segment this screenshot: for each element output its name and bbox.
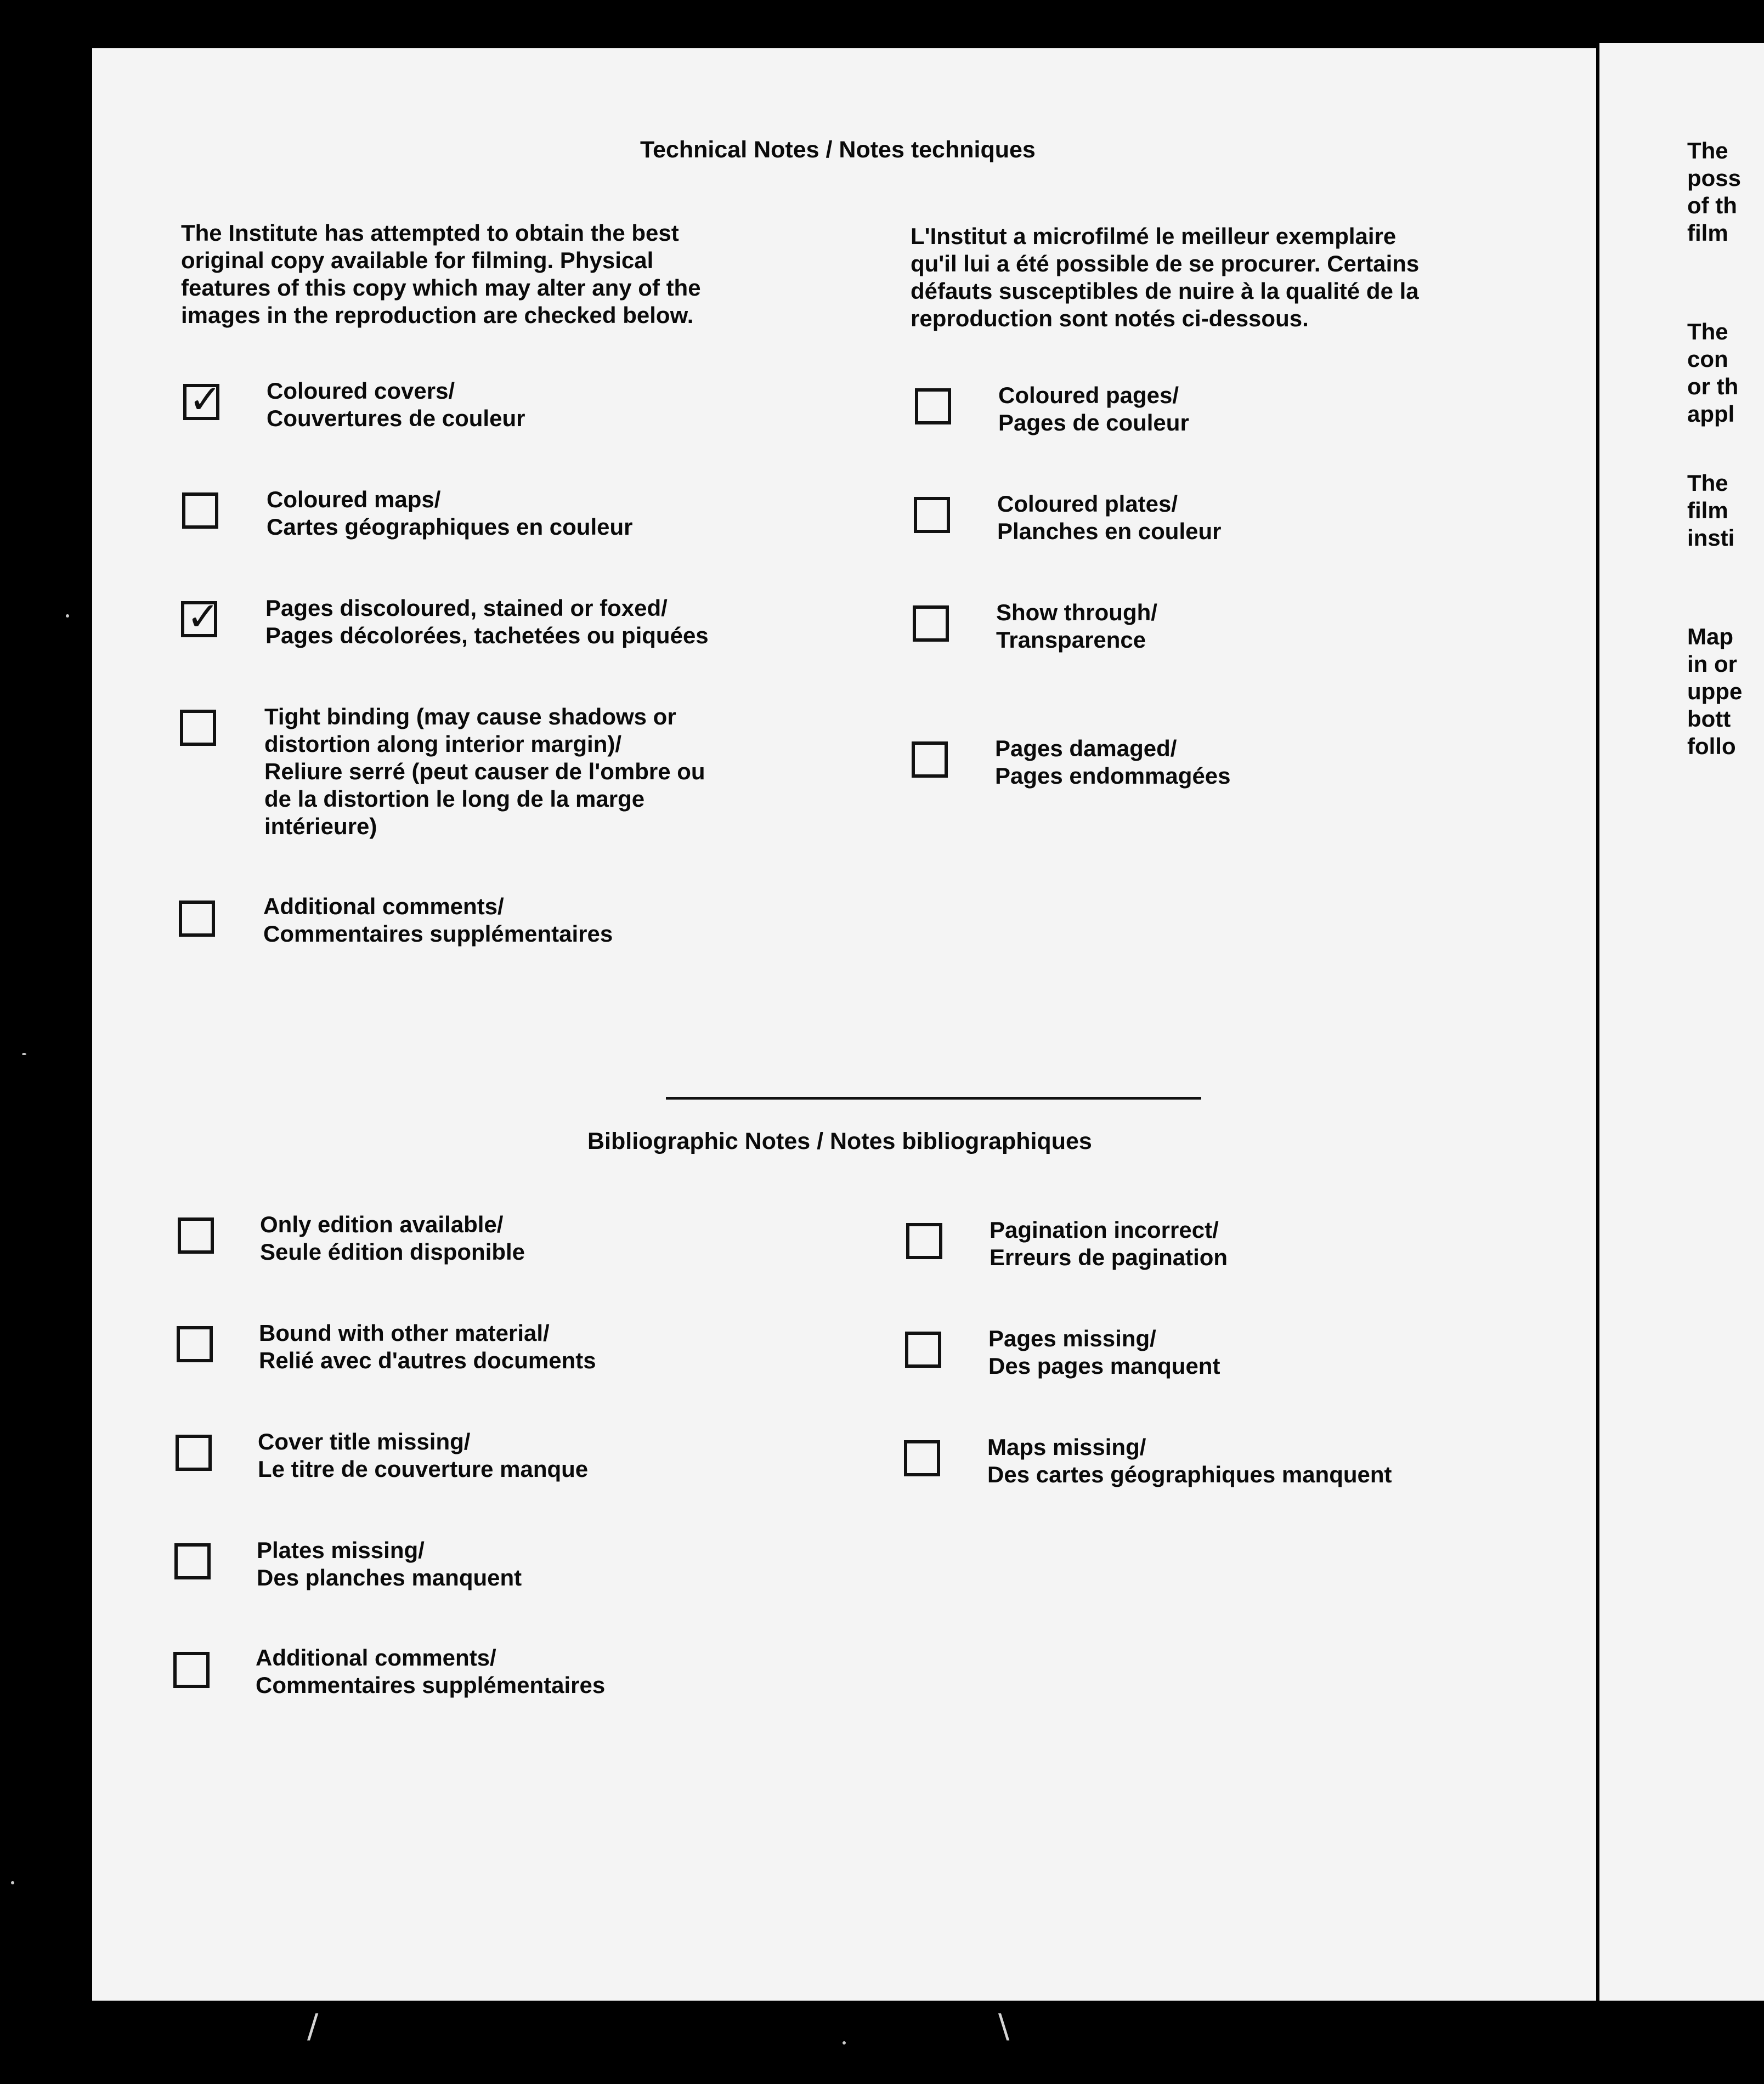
additional-comments-checkbox[interactable] [179, 901, 215, 937]
scan-artifact [11, 1881, 14, 1884]
coloured-plates-checkbox[interactable] [914, 497, 950, 533]
scan-artifact [843, 2041, 846, 2045]
item-label: Commentaires supplémentaires [256, 1672, 606, 1698]
scan-artifact [66, 614, 69, 618]
item-label: Maps missing/ [987, 1434, 1146, 1460]
item-label: Cover title missing/ [258, 1429, 471, 1454]
bound-with-checkbox[interactable] [177, 1326, 213, 1362]
show-through-checkbox[interactable] [913, 605, 949, 642]
item-label: Show through/ [996, 599, 1157, 625]
fragment-text: poss [1687, 165, 1742, 191]
section-divider [666, 1097, 1201, 1100]
item-label: Le titre de couverture manque [258, 1456, 589, 1482]
item-label: Pages endommagées [995, 763, 1231, 789]
scan-artifact [22, 1053, 26, 1055]
checkmark-icon: ✓ [189, 376, 222, 422]
item-label: Pages décolorées, tachetées ou piquées [265, 622, 709, 648]
coloured-pages-checkbox[interactable] [915, 388, 951, 424]
item-label: Transparence [996, 627, 1146, 653]
item-label: Des pages manquent [988, 1353, 1220, 1379]
item-label: Seule édition disponible [260, 1239, 525, 1265]
intro-fr-line-3: défauts susceptibles de nuire à la qualité de la [911, 278, 1419, 304]
coloured-maps-checkbox[interactable] [182, 492, 218, 529]
item-label: Pages discoloured, stained or foxed/ [265, 595, 668, 621]
fragment-text: film [1687, 497, 1728, 523]
fragment-text: insti [1687, 525, 1735, 551]
facing-page-edge [1599, 43, 1764, 2001]
intro-fr-line-1: L'Institut a microfilmé le meilleur exemplaire [911, 223, 1396, 249]
tight-binding-checkbox[interactable] [180, 710, 216, 746]
item-label: Reliure serré (peut causer de l'ombre ou [264, 758, 705, 784]
coloured-covers-checkbox[interactable] [183, 376, 222, 422]
item-label: Additional comments/ [263, 893, 504, 919]
fragment-text: of th [1687, 192, 1737, 218]
intro-fr-line-2: qu'il lui a été possible de se procurer. Certains [911, 251, 1420, 276]
fragment-text: bott [1687, 706, 1731, 732]
item-label: Pages de couleur [998, 410, 1189, 435]
fragment-text: or th [1687, 373, 1739, 399]
item-label: Plates missing/ [257, 1537, 425, 1563]
fragment-text: The [1687, 138, 1728, 163]
item-label: Planches en couleur [997, 518, 1222, 544]
fragment-text: appl [1687, 401, 1735, 427]
item-label: Pagination incorrect/ [990, 1217, 1219, 1243]
scan-artifact: / [307, 2007, 319, 2046]
item-label: Coloured maps/ [267, 486, 441, 512]
item-label: Bound with other material/ [259, 1320, 550, 1346]
intro-fr-line-4: reproduction sont notés ci-dessous. [911, 305, 1309, 331]
fragment-text: film [1687, 220, 1728, 246]
intro-en-line-3: features of this copy which may alter any of the [181, 275, 701, 301]
item-label: intérieure) [264, 813, 377, 839]
item-label: Couvertures de couleur [267, 405, 525, 431]
pages-damaged-checkbox[interactable] [912, 741, 948, 778]
item-label: distortion along interior margin)/ [264, 731, 621, 757]
item-label: Erreurs de pagination [990, 1244, 1228, 1270]
pagination-incorrect-checkbox[interactable] [906, 1223, 942, 1259]
cover-title-missing-checkbox[interactable] [176, 1435, 212, 1471]
item-label: Additional comments/ [256, 1645, 496, 1670]
scanned-page [92, 48, 1596, 2001]
plates-missing-checkbox[interactable] [174, 1543, 211, 1579]
intro-en-line-2: original copy available for filming. Physical [181, 247, 654, 273]
maps-missing-checkbox[interactable] [904, 1440, 940, 1476]
intro-en-line-1: The Institute has attempted to obtain the best [181, 220, 679, 246]
item-label: Coloured covers/ [267, 378, 455, 404]
item-label: Pages damaged/ [995, 735, 1177, 761]
fragment-text: follo [1687, 733, 1736, 759]
item-label: Des cartes géographiques manquent [987, 1462, 1392, 1487]
additional-comments-biblio-checkbox[interactable] [173, 1652, 210, 1688]
fragment-text: uppe [1687, 678, 1743, 704]
item-label: Commentaires supplémentaires [263, 921, 613, 947]
item-label: Tight binding (may cause shadows or [264, 704, 676, 729]
fragment-text: The [1687, 470, 1728, 496]
intro-en-line-4: images in the reproduction are checked below. [181, 302, 694, 328]
technical-notes-heading: Technical Notes / Notes techniques [640, 137, 1036, 163]
fragment-text: Map [1687, 624, 1733, 649]
item-label: Des planches manquent [257, 1565, 522, 1590]
fragment-text: con [1687, 346, 1728, 372]
item-label: Coloured plates/ [997, 491, 1178, 517]
scan-artifact: \ [998, 2007, 1010, 2046]
item-label: de la distortion le long de la marge [264, 786, 645, 812]
fragment-text: The [1687, 319, 1728, 344]
checkmark-icon: ✓ [186, 593, 220, 639]
pages-missing-checkbox[interactable] [905, 1332, 941, 1368]
item-label: Relié avec d'autres documents [259, 1347, 596, 1373]
fragment-text: in or [1687, 651, 1737, 677]
item-label: Only edition available/ [260, 1211, 504, 1237]
only-edition-checkbox[interactable] [178, 1217, 214, 1254]
item-label: Coloured pages/ [998, 382, 1179, 408]
item-label: Pages missing/ [988, 1326, 1156, 1351]
item-label: Cartes géographiques en couleur [267, 514, 633, 540]
pages-discoloured-checkbox[interactable] [181, 593, 220, 639]
bibliographic-notes-heading: Bibliographic Notes / Notes bibliographiques [587, 1128, 1092, 1154]
